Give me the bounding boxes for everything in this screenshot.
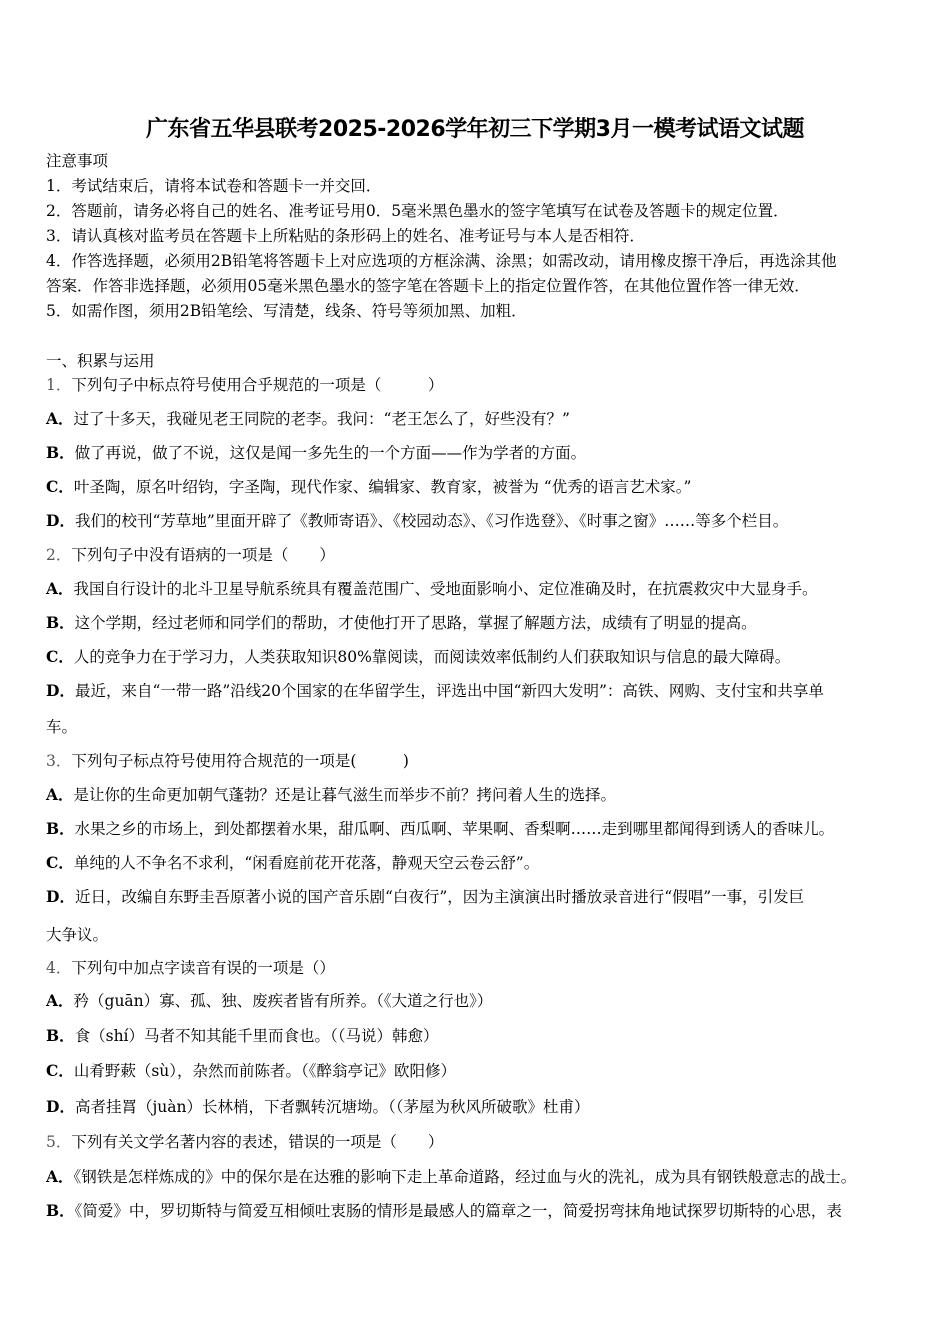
- option-letter: D．: [46, 681, 75, 700]
- question-number: 5．: [46, 1133, 72, 1151]
- notice-item: 5．如需作图，须用2B铅笔绘、写清楚，线条、符号等须加黑、加粗．: [46, 302, 527, 320]
- question-stem: [46, 751, 920, 771]
- answer-option: [46, 579, 920, 599]
- option-text: 我们的校刊“芳草地”里面开辟了《教师寄语》、《校园动态》、《习作选登》、《时事之窗》……等多个栏目。: [74, 512, 789, 530]
- answer-option: [46, 1201, 920, 1221]
- question-stem: [46, 1132, 920, 1152]
- answer-option: 大争议。: [46, 926, 109, 944]
- option-text: 最近，来自“一带一路”沿线20个国家的在华留学生，评选出中国“新四大发明”：高铁、网购、支付宝和共享单: [74, 682, 824, 700]
- answer-option: [46, 1097, 920, 1117]
- answer-option: [46, 819, 920, 839]
- question-number: 4．: [46, 959, 72, 977]
- option-letter: B．: [46, 613, 75, 632]
- option-letter: A．: [46, 409, 74, 428]
- answer-option: [46, 853, 920, 873]
- answer-option: [46, 887, 920, 907]
- option-letter: A．: [46, 579, 74, 598]
- option-text: 《简爱》中，罗切斯特与简爱互相倾吐衷肠的情形是最感人的篇章之一，简爱拐弯抹角地试探罗切斯特的心思，表: [74, 1202, 842, 1220]
- question-stem: [46, 375, 920, 395]
- option-text: 单纯的人不争名不求利，“闲看庭前花开花落，静观天空云卷云舒”。: [73, 854, 540, 872]
- option-letter: C．: [46, 853, 74, 872]
- option-text: 这个学期，经过老师和同学们的帮助，才使他打开了思路，掌握了解题方法，成绩有了明显的提高。: [74, 614, 757, 632]
- option-letter: B．: [46, 443, 75, 462]
- answer-option: [46, 613, 920, 633]
- notice-item: 3．请认真核对监考员在答题卡上所粘贴的条形码上的姓名、准考证号与本人是否相符．: [46, 227, 645, 245]
- answer-option: [46, 1026, 920, 1046]
- question-text: 下列句中加点字读音有误的一项是（）: [71, 959, 335, 977]
- question-number: 2．: [46, 546, 72, 564]
- option-text: 高者挂罥（juàn）长林梢，下者飘转沉塘坳。（（茅屋为秋风所破歌》杜甫）: [74, 1098, 590, 1116]
- option-text: 过了十多天，我碰见老王同院的老李。我问：“老王怎么了，好些没有？”: [73, 410, 570, 428]
- option-text: 水果之乡的市场上，到处都摆着水果，甜瓜啊、西瓜啊、苹果啊、香梨啊……走到哪里都闻得到诱人的香味儿。: [74, 820, 835, 838]
- answer-option: [46, 409, 920, 429]
- notice-item: 2．答题前，请务必将自己的姓名、准考证号用0．5毫米黑色墨水的签字笔填写在试卷及答题卡的规定位置．: [46, 202, 789, 220]
- answer-option: [46, 477, 920, 497]
- question-number: 3．: [46, 752, 72, 770]
- answer-option: 车。: [46, 718, 78, 736]
- option-text: 做了再说，做了不说，这仅是闻一多先生的一个方面——作为学者的方面。: [74, 444, 587, 462]
- notice-heading: 注意事项: [46, 152, 109, 170]
- answer-option: [46, 443, 920, 463]
- option-text: 食（shí）马者不知其能千里而食也。（（马说）韩愈）: [74, 1027, 439, 1045]
- question-stem: [46, 958, 920, 978]
- option-text: 矜（guān）寡、孤、独、废疾者皆有所养。（《大道之行也》）: [73, 992, 493, 1010]
- notice-item: 1．考试结束后，请将本试卷和答题卡一并交回．: [46, 177, 382, 195]
- answer-option: [46, 785, 920, 805]
- option-text: 山肴野蔌（sù），杂然而前陈者。（《醉翁亭记》欧阳修）: [73, 1062, 457, 1080]
- answer-option: [46, 511, 920, 531]
- answer-option: [46, 1167, 920, 1187]
- option-letter: B．: [46, 1026, 75, 1045]
- option-letter: D．: [46, 887, 75, 906]
- option-letter: D．: [46, 511, 75, 530]
- question-text: 下列句子中没有语病的一项是（ ）: [71, 546, 335, 564]
- question-text: 下列有关文学名著内容的表述，错误的一项是（ ）: [71, 1133, 444, 1151]
- option-text: 近日，改编自东野圭吾原著小说的国产音乐剧“白夜行”，因为主演演出时播放录音进行“假唱”一事，引发巨: [74, 888, 805, 906]
- option-letter: B．: [46, 1201, 75, 1220]
- answer-option: [46, 681, 920, 701]
- question-text: 下列句子中标点符号使用合乎规范的一项是（ ）: [71, 376, 444, 394]
- notice-item: 4．作答选择题，必须用2B铅笔将答题卡上对应选项的方框涂满、涂黑；如需改动，请用橡皮擦干净后，再选涂其他: [46, 252, 837, 270]
- answer-option: [46, 647, 920, 667]
- option-letter: B．: [46, 819, 75, 838]
- option-letter: C．: [46, 647, 74, 666]
- page-title: 广东省五华县联考2025-2026学年初三下学期3月一模考试语文试题: [146, 117, 804, 142]
- option-letter: C．: [46, 477, 74, 496]
- option-letter: A．: [46, 785, 74, 804]
- answer-option: [46, 991, 920, 1011]
- answer-option: [46, 1061, 920, 1081]
- option-letter: A．: [46, 991, 74, 1010]
- option-text: 人的竞争力在于学习力，人类获取知识80%靠阅读，而阅读效率低制约人们获取知识与信息的最大障碍。: [73, 648, 791, 666]
- section-heading: 一、积累与运用: [46, 352, 155, 370]
- question-stem: [46, 545, 920, 565]
- option-letter: A．: [46, 1167, 74, 1186]
- option-letter: D．: [46, 1097, 75, 1116]
- question-number: 1．: [46, 376, 72, 394]
- option-text: 叶圣陶，原名叶绍钧，字圣陶，现代作家、编辑家、教育家，被誉为 “优秀的语言艺术家。”: [73, 478, 692, 496]
- option-text: 我国自行设计的北斗卫星导航系统具有覆盖范围广、受地面影响小、定位准确及时，在抗震救灾中大显身手。: [73, 580, 818, 598]
- notice-item: 答案．作答非选择题，必须用05毫米黑色墨水的签字笔在答题卡上的指定位置作答，在其他位置作答一律无效．: [46, 277, 810, 295]
- option-text: 是让你的生命更加朝气蓬勃？还是让暮气滋生而举步不前？拷问着人生的选择。: [73, 786, 617, 804]
- question-text: 下列句子标点符号使用符合规范的一项是( ): [71, 752, 409, 770]
- option-text: 《钢铁是怎样炼成的》中的保尔是在达雅的影响下走上革命道路，经过血与火的洗礼，成为具有钢铁般意志的战士。: [73, 1168, 857, 1186]
- option-letter: C．: [46, 1061, 74, 1080]
